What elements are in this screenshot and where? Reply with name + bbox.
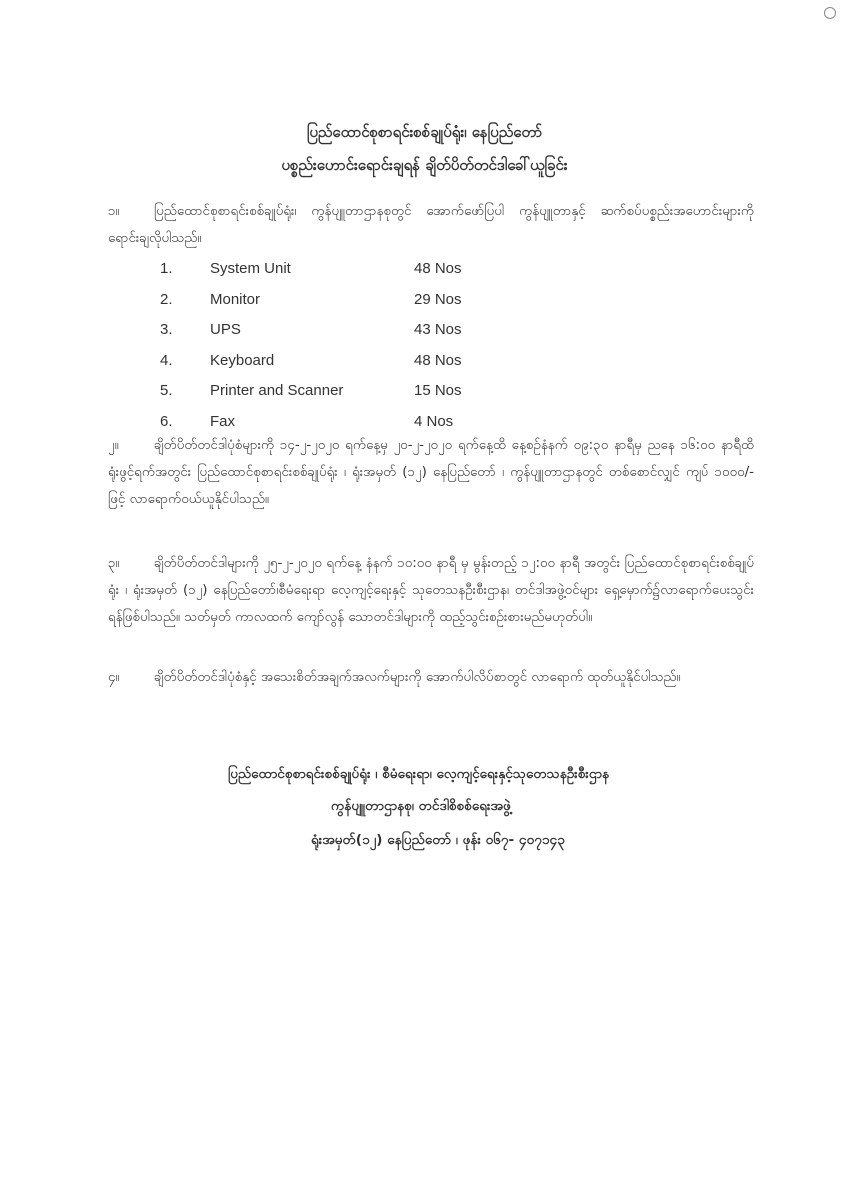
- footer-department-line: ကွန်ပျူတာဌာနစု၊ တင်ဒါစိစစ်ရေးအဖွဲ့: [331, 798, 511, 814]
- document-title: ပြည်ထောင်စုစာရင်းစစ်ချုပ်ရုံး၊ နေပြည်တော်: [306, 123, 543, 141]
- item-quantity: 43 Nos: [414, 321, 462, 339]
- item-quantity: 15 Nos: [414, 382, 462, 400]
- item-label: System Unit: [210, 260, 291, 277]
- item-quantity: 48 Nos: [414, 351, 462, 369]
- item-number: 3.: [160, 321, 173, 339]
- item-number: 6.: [160, 412, 173, 430]
- paragraph-number: ၁။: [108, 204, 120, 219]
- circle-mark-icon: [823, 6, 837, 20]
- paragraph-text: ချိတ်ပိတ်တင်ဒါပုံစံများကို ၁၄-၂-၂၀၂၀ ရက်နေ့မှ ၂၀-၂-၂၀၂၀ ရက်နေ့ထိ နေ့စဉ်နံနက် ၀၉:၃၀ နာရီမှ ညနေ ၁၆:၀၀ နာရီထိ ရုံးဖွင့်ရက်အတွင်း ပြည်ထောင်စုစာရင်းစစ်ချုပ်ရုံး ၊ ရုံးအမှတ် (၁၂) နေပြည်တော် ၊ ကွန်ပျူတာဌာနတွင် တစ်စောင်လျှင် ကျပ် ၁၀၀၀/- ဖြင့် လာရောက်ဝယ်ယူနိုင်ပါသည်။: [108, 438, 754, 507]
- document-subtitle: ပစ္စည်းဟောင်းရောင်းချရန် ချိတ်ပိတ်တင်ဒါခေါ်ယူခြင်း: [281, 156, 568, 174]
- footer-office-line: ပြည်ထောင်စုစာရင်းစစ်ချုပ်ရုံး ၊ စီမံရေးရာ၊ လေ့ကျင့်ရေးနှင့်သုတေသနဦးစီးဌာန: [228, 766, 610, 782]
- list-item: [160, 289, 500, 320]
- item-list: [160, 258, 500, 442]
- item-label: Printer and Scanner: [210, 382, 344, 400]
- list-item: [160, 380, 500, 411]
- paragraph-number: ၃။: [108, 556, 120, 571]
- paragraph-text: ပြည်ထောင်စုစာရင်းစစ်ချုပ်ရုံး၊ ကွန်ပျူတာဌာနစုတွင် အောက်ဖော်ပြပါ ကွန်ပျူတာနှင့် ဆက်စပ်ပစ္စည်းအဟောင်းများကို ရောင်းချလိုပါသည်။: [108, 204, 754, 246]
- paragraph-number: ၄။: [108, 670, 120, 685]
- item-quantity: 29 Nos: [414, 290, 462, 308]
- item-number: 5.: [160, 382, 173, 400]
- item-quantity: 4 Nos: [414, 412, 454, 430]
- item-label: UPS: [210, 321, 241, 339]
- item-number: 4.: [160, 351, 173, 369]
- footer-address-line: ရုံးအမှတ်(၁၂) နေပြည်တော် ၊ ဖုန်း ၀၆၇- ၄၀၇၁၄၃: [311, 832, 565, 848]
- item-label: Monitor: [210, 290, 261, 308]
- item-label: Fax: [210, 412, 236, 430]
- paragraph-text: ချိတ်ပိတ်တင်ဒါပုံစံနှင့် အသေးစိတ်အချက်အလက်များကို အောက်ပါလိပ်စာတွင် လာရောက် ထုတ်ယူနိုင်ပါသည်။: [154, 670, 681, 685]
- paragraph-2: [108, 432, 754, 513]
- item-number: 2.: [160, 290, 173, 308]
- list-item: [160, 258, 500, 289]
- paragraph-1: [108, 198, 754, 252]
- item-quantity: 48 Nos: [414, 260, 462, 277]
- paragraph-text: ချိတ်ပိတ်တင်ဒါများကို ၂၅-၂-၂၀၂၀ ရက်နေ့ နံနက် ၁၀:၀၀ နာရီ မှ မွန်းတည့် ၁၂:၀၀ နာရီ အတွင်း ပြည်ထောင်စုစာရင်းစစ်ချုပ်ရုံး ၊ ရုံးအမှတ် (၁၂) နေပြည်တော်၊စီမံရေးရာ လေ့ကျင့်ရေးနှင့် သုတေသနဦးစီးဌာန၊ တင်ဒါအဖွဲ့ဝင်များ ရှေ့မှောက်၌လာရောက်ပေးသွင်းရန်ဖြစ်ပါသည်။ သတ်မှတ် ကာလထက် ကျော်လွန် သောတင်ဒါများကို ထည့်သွင်းစဉ်းစားမည်မဟုတ်ပါ။: [108, 556, 754, 625]
- list-item: [160, 350, 500, 381]
- paragraph-4: [108, 664, 754, 691]
- list-item: [160, 319, 500, 350]
- item-number: 1.: [160, 260, 173, 277]
- paragraph-3: [108, 550, 754, 631]
- paragraph-number: ၂။: [108, 438, 119, 453]
- item-label: Keyboard: [210, 351, 275, 369]
